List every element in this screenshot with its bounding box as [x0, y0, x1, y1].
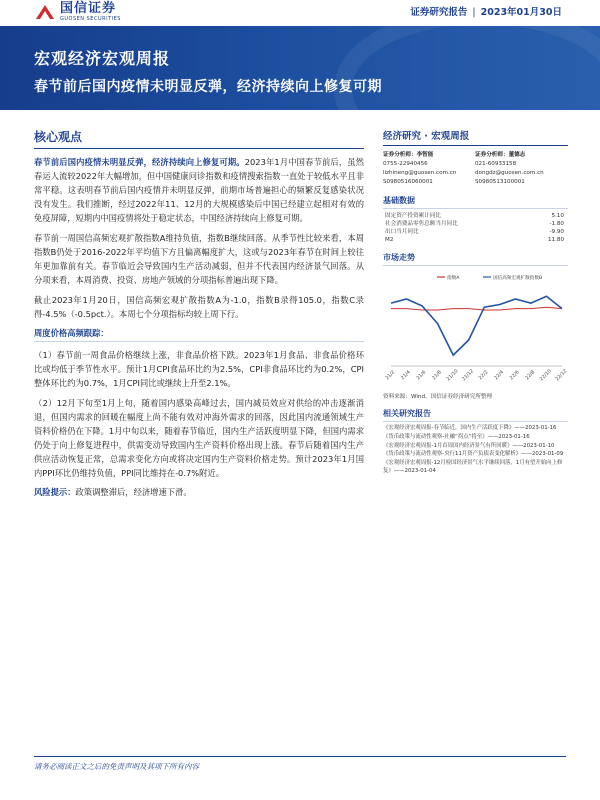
paragraph-1 — [34, 155, 364, 225]
guosen-logo — [34, 2, 121, 22]
x-tick-label: 21/4 — [400, 370, 412, 382]
report-type: 证券研究报告 — [410, 7, 468, 18]
paragraph-3: 截止2023年1月20日，国信高频宏观扩散指数A为-1.0，指数B录得105.0，指数C录得-4.5%（-0.5pct.）。本周七个分项指标均较上周下行。 — [34, 295, 364, 319]
x-tick-label: 22/10 — [539, 368, 553, 383]
risk-label: 风险提示： — [34, 487, 76, 497]
analyst-license: S0980516060001 — [383, 179, 433, 185]
logo-english: GUOSEN SECURITIES — [60, 16, 121, 22]
related-reports-list — [383, 425, 568, 476]
analyst-email[interactable]: dongdz@guosen.com.cn — [475, 170, 544, 176]
analyst-name: 证券分析师：李智能 — [383, 152, 434, 158]
related-report-link[interactable]: 《货币政策与流动性观察-央行11月资产负债表变化解析》——2023-01-09 — [383, 451, 564, 458]
x-tick-label: 22/4 — [493, 370, 506, 382]
basic-data-row — [383, 220, 568, 228]
basic-data-value: 11.80 — [547, 237, 564, 243]
risk-warning — [34, 486, 364, 498]
basic-data-row — [383, 236, 568, 244]
section-title: 核心观点 — [34, 128, 364, 149]
related-report-link[interactable]: 《宏观经济宏观周报-12月检国经济景气水平继续回落，1月有望开始向上修复》——2023-01-04 — [383, 460, 563, 474]
guosen-logo-icon — [34, 3, 56, 21]
market-trend-head: 市场走势 — [383, 252, 568, 266]
series-line-2 — [391, 296, 562, 355]
analyst-card — [383, 151, 475, 187]
paragraph-5: （2）12月下旬至1月上旬，随着国内感染高峰过去，国内减员效应对供给的冲击逐渐消退，但国内需求的回暖在幅度上尚不能有效对冲海外需求的回落，因此国内流通领域生产资料价格仍在下降。1月中旬以来，随着春节临近，国内生产活跃度明显下降，但国内需求仍处于向上修复进程中，供需变动导致国内生产资料价格出现上涨。春节后随着国内生产供应活动恢复正常，总需求变化方向或将决定国内生产资料价格走势。预计2023年1月国内PPI环比仍维持负值，PPI同比维持在-0.7%附近。 — [34, 398, 364, 478]
basic-data-head: 基础数据 — [383, 195, 568, 209]
basic-data-key: 社会消费品零售总额当月同比 — [385, 221, 458, 227]
basic-data-key: 固定资产投资累计同比 — [385, 213, 441, 219]
analyst-email[interactable]: lizhineng@guosen.com.cn — [383, 170, 457, 176]
market-trend-svg — [383, 270, 568, 390]
market-trend-chart — [383, 270, 568, 390]
sidebar — [383, 128, 568, 477]
chart-source: 资料来源：Wind、国信证券经济研究所整理 — [383, 394, 493, 400]
basic-data-value: 5.10 — [551, 213, 564, 219]
analyst-phone: 0755-22940456 — [383, 161, 428, 167]
risk-text: 政策调整滞后，经济增速下滑。 — [75, 487, 192, 497]
header-meta: 证券研究报告 | 2023年01月30日 — [410, 7, 562, 18]
report-subtitle: 春节前后国内疫情未明显反弹，经济持续向上修复可期 — [34, 79, 382, 95]
series-line-1 — [391, 307, 562, 310]
top-bar — [0, 0, 600, 26]
x-tick-label: 22/8 — [524, 370, 537, 382]
sidebar-title: 经济研究 · 宏观周报 — [383, 128, 568, 146]
x-tick-label: 21/2 — [385, 370, 397, 382]
related-reports-head: 相关研究报告 — [383, 408, 568, 422]
x-tick-label: 21/10 — [446, 368, 460, 383]
basic-data-value: -9.90 — [549, 229, 564, 235]
report-title: 宏观经济宏观周报 — [34, 49, 171, 68]
related-report-link[interactable]: 《货币政策与流动性观察-社融“拐点”将至》——2023-01-16 — [383, 433, 530, 440]
price-tracking-subhead: 周度价格高频跟踪： — [34, 327, 364, 342]
analyst-name: 证券分析师：董德志 — [475, 152, 526, 158]
legend-label: 国信高频宏观扩散指数B — [493, 276, 543, 281]
paragraph-1-text: 2023年1月中国春节前后，虽然春运人流较2022年大幅增加，但中国健康问诊指数和疫情搜索指数一直处于较低水平且非常平稳。这表明春节前后国内疫情并未明显反弹，前期市场普遍担心的频繁反复感染状况没有发生。我们推断，经过2022年11、12月的大规模感染后中国已经建立起相对有效的免疫屏障，短期内中国疫情将处于稳定状态，中国经济持续向上修复可期。 — [34, 157, 364, 223]
analyst-card — [475, 151, 567, 187]
main-column — [34, 128, 364, 498]
report-date: 2023年01月30日 — [480, 7, 562, 18]
x-tick-label: 21/12 — [461, 368, 476, 383]
paragraph-1-highlight: 春节前后国内疫情未明显反弹，经济持续向上修复可期。 — [34, 157, 245, 167]
basic-data-key: 出口当月同比 — [385, 229, 419, 235]
basic-data-value: -1.80 — [549, 221, 564, 227]
x-tick-label: 22/12 — [554, 368, 568, 383]
basic-data-key: M2 — [385, 237, 394, 243]
paragraph-4: （1）春节前一周食品价格继续上涨，非食品价格下跌。2023年1月食品、非食品价格环比或均低于季节性水平。预计1月CPI食品环比约为2.5%，CPI非食品环比约为0.2%，CPI整体环比约为0.7%，1月CPI同比或继续上升至2.1%。 — [34, 350, 364, 388]
x-tick-label: 22/2 — [478, 370, 490, 382]
footer-divider — [34, 756, 566, 757]
logo-chinese: 国信证券 — [60, 1, 117, 16]
analyst-license: S0980513100001 — [475, 179, 525, 185]
legend-label: 指数A — [447, 276, 460, 281]
related-report-link[interactable]: 《宏观经济宏观周报-春节临近，国内生产活跃度下降》——2023-01-16 — [383, 425, 557, 431]
footer-disclaimer: 请务必阅读正文之后的免责声明及其项下所有内容 — [34, 762, 199, 771]
x-tick-label: 22/6 — [509, 370, 521, 382]
paragraph-2: 春节前一周国信高频宏观扩散指数A维持负值，指数B继续回落。从季节性比较来看，本周指数B仍处于2016-2022年平均值下方且偏离幅度扩大，这或与2023年春节在时间上较往年更加靠前有关。春节临近会导致国内生产活动减弱，但并不代表国内经济景气回落。从分项来看，本周消费、投资、房地产领域的分项指标普遍出现下降。 — [34, 233, 364, 285]
title-banner — [0, 26, 600, 110]
analyst-phone: 021-60933158 — [475, 161, 517, 167]
x-tick-label: 21/6 — [416, 370, 428, 382]
related-report-link[interactable]: 《宏观经济宏观周报-1月首周国内经济景气有所回暖》——2023-01-10 — [383, 442, 555, 449]
basic-data-row — [383, 228, 568, 236]
x-tick-label: 21/8 — [431, 370, 443, 382]
basic-data-table — [383, 212, 568, 244]
analyst-list — [383, 151, 568, 187]
basic-data-row — [383, 212, 568, 220]
